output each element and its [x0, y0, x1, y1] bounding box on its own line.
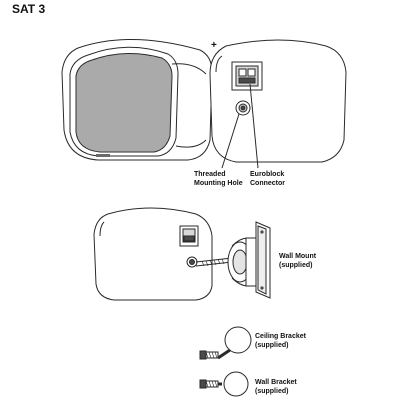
label-wall-bracket: Wall Bracket (supplied)	[255, 379, 297, 395]
diagram-title: SAT 3	[12, 2, 46, 16]
label-ceiling-bracket: Ceiling Bracket (supplied)	[255, 333, 306, 349]
label-threaded-mounting-hole: Threaded Mounting Hole	[194, 171, 243, 187]
threaded-mounting-hole-drawing	[236, 101, 250, 115]
label-wall-mount: Wall Mount (supplied)	[279, 253, 317, 269]
speaker-grille	[76, 53, 172, 152]
label-euroblock-connector: Euroblock Connector	[250, 171, 285, 187]
ceiling-bracket-drawing	[200, 327, 251, 359]
speaker-rear-view	[210, 40, 346, 168]
speaker-front-view	[62, 39, 212, 160]
euroblock-connector-drawing	[232, 62, 262, 90]
positive-terminal-mark: +	[211, 40, 217, 51]
speaker-with-wall-mount	[94, 208, 270, 300]
front-logo-badge	[96, 154, 110, 157]
wall-bracket-drawing	[200, 372, 248, 396]
